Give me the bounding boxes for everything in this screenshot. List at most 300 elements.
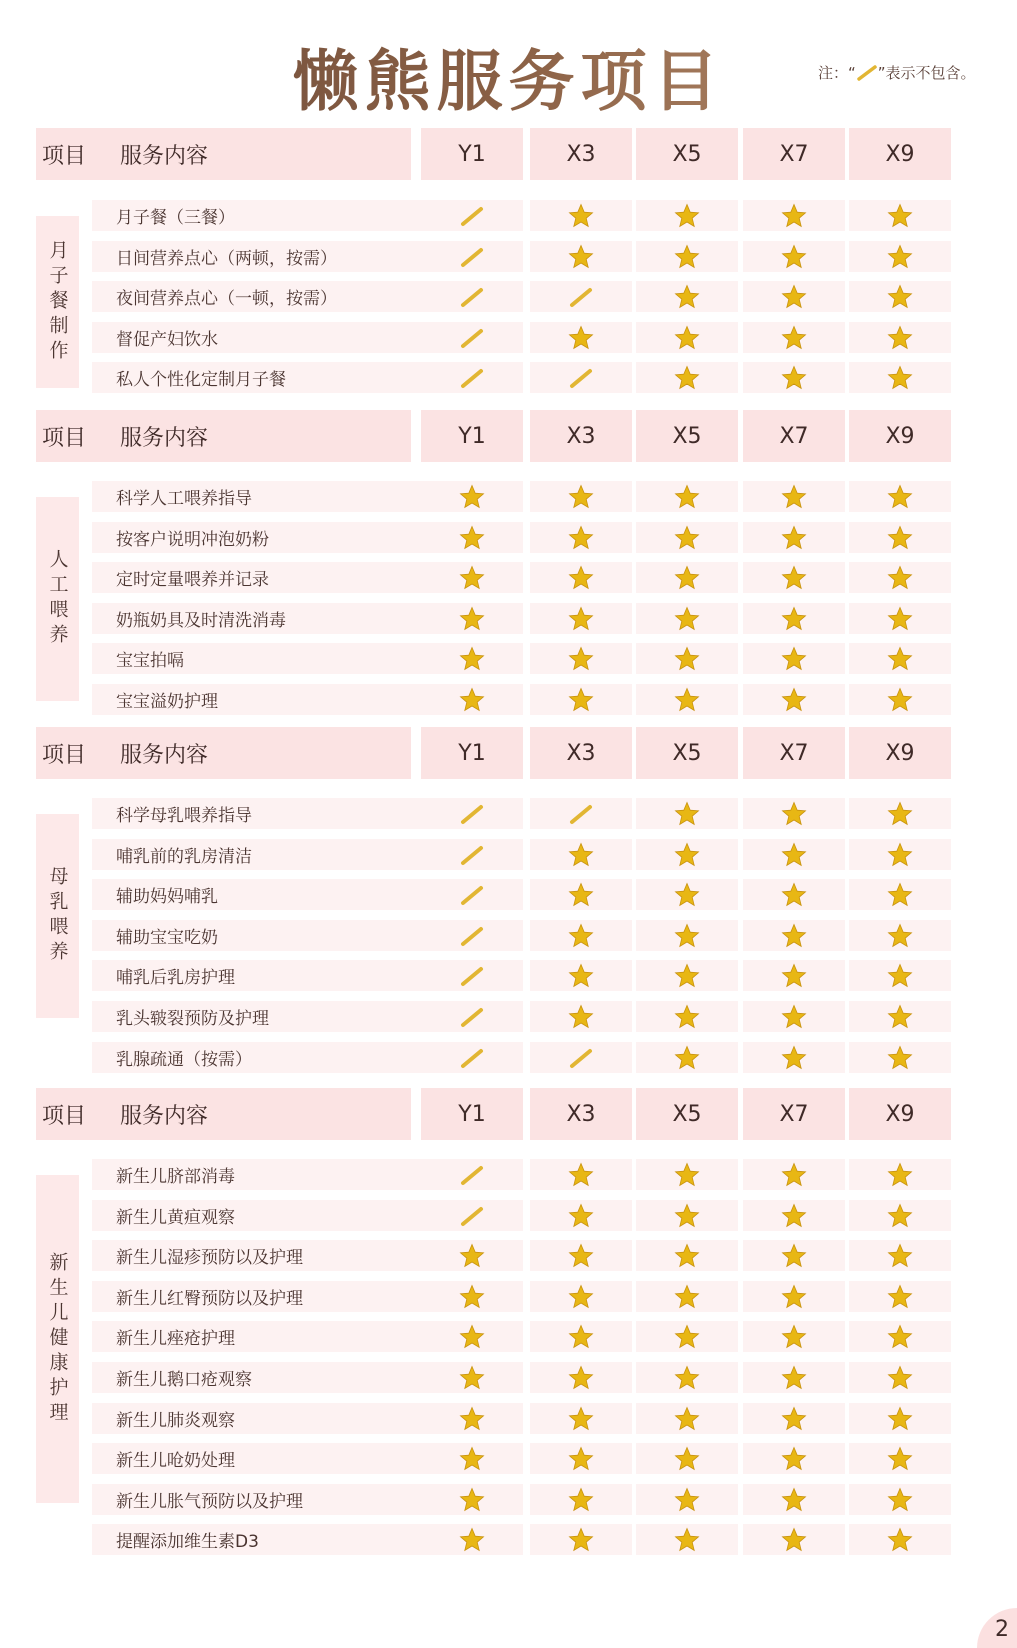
star-icon [674, 525, 700, 551]
mark-cell [636, 241, 738, 272]
mark-cell [743, 200, 845, 231]
package-header-x7: X7 [743, 128, 845, 180]
star-icon [887, 687, 913, 713]
star-icon [568, 1243, 594, 1269]
star-icon [568, 325, 594, 351]
mark-cell [636, 1484, 738, 1515]
star-icon [674, 484, 700, 510]
mark-cell [849, 1042, 951, 1073]
mark-cell [636, 798, 738, 829]
mark-cell [636, 200, 738, 231]
service-item-label: 辅助妈妈哺乳 [92, 879, 422, 910]
star-icon [674, 244, 700, 270]
star-icon [674, 1527, 700, 1553]
star-icon [459, 565, 485, 591]
mark-cell [636, 879, 738, 910]
star-icon [568, 1004, 594, 1030]
page-title: 懒熊服务项目 [0, 28, 1017, 123]
star-icon [568, 646, 594, 672]
mark-cell [849, 1484, 951, 1515]
star-icon [459, 1446, 485, 1472]
service-item-label: 宝宝拍嗝 [92, 643, 422, 674]
star-icon [887, 1324, 913, 1350]
service-item-label: 新生儿脐部消毒 [92, 1159, 422, 1190]
mark-cell [421, 281, 523, 312]
mark-cell [849, 1159, 951, 1190]
star-icon [674, 1324, 700, 1350]
star-icon [459, 1243, 485, 1269]
package-header-x3: X3 [530, 410, 632, 462]
star-icon [887, 1203, 913, 1229]
section-label [36, 497, 79, 701]
star-icon [781, 1324, 807, 1350]
star-icon [781, 842, 807, 868]
mark-cell [421, 1362, 523, 1393]
mark-cell [421, 920, 523, 951]
mark-cell [421, 1240, 523, 1271]
star-icon [459, 687, 485, 713]
star-icon [674, 1045, 700, 1071]
package-header-x9: X9 [849, 1088, 951, 1140]
star-icon [568, 484, 594, 510]
star-icon [887, 1406, 913, 1432]
mark-cell [636, 322, 738, 353]
mark-cell [743, 684, 845, 715]
star-icon [781, 244, 807, 270]
star-icon [568, 606, 594, 632]
mark-cell [421, 1484, 523, 1515]
star-icon [887, 963, 913, 989]
mark-cell [421, 1281, 523, 1312]
service-item-label: 新生儿鹅口疮观察 [92, 1362, 422, 1393]
star-icon [674, 882, 700, 908]
star-icon [781, 525, 807, 551]
star-icon [674, 1162, 700, 1188]
mark-cell [849, 522, 951, 553]
star-icon [781, 687, 807, 713]
service-item-label: 哺乳后乳房护理 [92, 960, 422, 991]
mark-cell [421, 1403, 523, 1434]
section-header [36, 128, 411, 180]
mark-cell [421, 1159, 523, 1190]
service-item-label: 哺乳前的乳房清洁 [92, 839, 422, 870]
star-icon [781, 484, 807, 510]
star-icon [568, 963, 594, 989]
slash-icon [459, 367, 485, 389]
star-icon [887, 325, 913, 351]
mark-cell [849, 1362, 951, 1393]
mark-cell [530, 241, 632, 272]
star-icon [887, 1446, 913, 1472]
mark-cell [849, 1240, 951, 1271]
slash-icon [459, 1006, 485, 1028]
slash-icon [568, 286, 594, 308]
mark-cell [743, 1200, 845, 1231]
header-content-label: 服务内容 [120, 425, 209, 451]
page-number: 2 [977, 1608, 1017, 1648]
star-icon [568, 1203, 594, 1229]
mark-cell [849, 281, 951, 312]
package-header-x5: X5 [636, 410, 738, 462]
header-item-label: 项目 [42, 742, 87, 768]
service-item-label: 新生儿红臀预防以及护理 [92, 1281, 422, 1312]
service-item-label: 辅助宝宝吃奶 [92, 920, 422, 951]
mark-cell [849, 1200, 951, 1231]
service-item-label: 夜间营养点心（一顿，按需） [92, 281, 422, 312]
service-item-label: 新生儿胀气预防以及护理 [92, 1484, 422, 1515]
note-prefix: 注：“ [818, 64, 856, 82]
mark-cell [421, 562, 523, 593]
mark-cell [530, 960, 632, 991]
mark-cell [743, 960, 845, 991]
star-icon [568, 525, 594, 551]
mark-cell [743, 362, 845, 393]
star-icon [674, 801, 700, 827]
star-icon [887, 842, 913, 868]
mark-cell [636, 1281, 738, 1312]
star-icon [781, 923, 807, 949]
star-icon [674, 1365, 700, 1391]
mark-cell [636, 684, 738, 715]
section-label-text: 人工喂养 [46, 549, 69, 649]
star-icon [459, 484, 485, 510]
mark-cell [849, 1443, 951, 1474]
star-icon [887, 565, 913, 591]
service-item-label: 新生儿湿疹预防以及护理 [92, 1240, 422, 1271]
star-icon [781, 1487, 807, 1513]
star-icon [674, 842, 700, 868]
mark-cell [743, 1443, 845, 1474]
package-header-y1: Y1 [421, 1088, 523, 1140]
header-item-label: 项目 [42, 425, 87, 451]
mark-cell [743, 920, 845, 951]
header-content-label: 服务内容 [120, 742, 209, 768]
star-icon [887, 1527, 913, 1553]
mark-cell [421, 522, 523, 553]
star-icon [674, 1284, 700, 1310]
mark-cell [743, 1362, 845, 1393]
mark-cell [849, 798, 951, 829]
mark-cell [743, 481, 845, 512]
star-icon [887, 1243, 913, 1269]
service-item-label: 月子餐（三餐） [92, 200, 422, 231]
header-item-label: 项目 [42, 1103, 87, 1129]
slash-icon [856, 65, 878, 81]
mark-cell [743, 1281, 845, 1312]
mark-cell [530, 1042, 632, 1073]
star-icon [674, 284, 700, 310]
service-item-label: 奶瓶奶具及时清洗消毒 [92, 603, 422, 634]
package-header-x3: X3 [530, 1088, 632, 1140]
mark-cell [743, 798, 845, 829]
mark-cell [636, 1403, 738, 1434]
service-item-label: 新生儿黄疸观察 [92, 1200, 422, 1231]
mark-cell [743, 643, 845, 674]
package-header-x7: X7 [743, 410, 845, 462]
star-icon [568, 1162, 594, 1188]
star-icon [887, 284, 913, 310]
mark-cell [849, 1403, 951, 1434]
section-header [36, 1088, 411, 1140]
star-icon [568, 1406, 594, 1432]
star-icon [887, 484, 913, 510]
mark-cell [530, 1524, 632, 1555]
star-icon [459, 646, 485, 672]
slash-icon [568, 803, 594, 825]
mark-cell [636, 1362, 738, 1393]
star-icon [781, 1527, 807, 1553]
star-icon [459, 1527, 485, 1553]
mark-cell [421, 798, 523, 829]
star-icon [459, 606, 485, 632]
mark-cell [743, 879, 845, 910]
star-icon [887, 525, 913, 551]
section-header [36, 727, 411, 779]
star-icon [568, 1324, 594, 1350]
mark-cell [849, 1001, 951, 1032]
header-content-label: 服务内容 [120, 1103, 209, 1129]
mark-cell [743, 1403, 845, 1434]
mark-cell [636, 562, 738, 593]
mark-cell [849, 481, 951, 512]
package-header-y1: Y1 [421, 128, 523, 180]
mark-cell [636, 522, 738, 553]
mark-cell [743, 1484, 845, 1515]
mark-cell [421, 481, 523, 512]
star-icon [781, 284, 807, 310]
package-header-x3: X3 [530, 128, 632, 180]
service-item-label: 新生儿呛奶处理 [92, 1443, 422, 1474]
mark-cell [530, 1281, 632, 1312]
header-item-label: 项目 [42, 143, 87, 169]
star-icon [674, 1203, 700, 1229]
mark-cell [743, 241, 845, 272]
mark-cell [530, 562, 632, 593]
mark-cell [636, 1443, 738, 1474]
mark-cell [530, 1240, 632, 1271]
package-header-y1: Y1 [421, 410, 523, 462]
mark-cell [530, 684, 632, 715]
service-item-label: 日间营养点心（两顿，按需） [92, 241, 422, 272]
slash-icon [459, 286, 485, 308]
star-icon [568, 1527, 594, 1553]
mark-cell [530, 1362, 632, 1393]
slash-icon [459, 803, 485, 825]
mark-cell [421, 643, 523, 674]
service-item-label: 定时定量喂养并记录 [92, 562, 422, 593]
mark-cell [849, 879, 951, 910]
mark-cell [743, 1159, 845, 1190]
star-icon [781, 963, 807, 989]
slash-icon [459, 844, 485, 866]
mark-cell [849, 603, 951, 634]
mark-cell [530, 879, 632, 910]
mark-cell [743, 1042, 845, 1073]
package-header-x5: X5 [636, 1088, 738, 1140]
mark-cell [636, 643, 738, 674]
mark-cell [849, 1524, 951, 1555]
mark-cell [421, 1524, 523, 1555]
slash-icon [459, 1164, 485, 1186]
mark-cell [743, 1240, 845, 1271]
mark-cell [636, 1001, 738, 1032]
star-icon [674, 963, 700, 989]
mark-cell [421, 1042, 523, 1073]
star-icon [674, 923, 700, 949]
star-icon [781, 606, 807, 632]
mark-cell [743, 1524, 845, 1555]
slash-icon [459, 327, 485, 349]
star-icon [781, 1284, 807, 1310]
mark-cell [636, 1524, 738, 1555]
star-icon [568, 1487, 594, 1513]
mark-cell [530, 281, 632, 312]
star-icon [887, 923, 913, 949]
star-icon [674, 606, 700, 632]
mark-cell [636, 1200, 738, 1231]
mark-cell [421, 322, 523, 353]
service-item-label: 督促产妇饮水 [92, 322, 422, 353]
star-icon [887, 1365, 913, 1391]
service-item-label: 私人个性化定制月子餐 [92, 362, 422, 393]
mark-cell [421, 241, 523, 272]
header-content-label: 服务内容 [120, 143, 209, 169]
mark-cell [530, 920, 632, 951]
mark-cell [530, 522, 632, 553]
star-icon [887, 1045, 913, 1071]
mark-cell [636, 281, 738, 312]
star-icon [568, 687, 594, 713]
star-icon [887, 1162, 913, 1188]
service-item-label: 按客户说明冲泡奶粉 [92, 522, 422, 553]
star-icon [459, 1284, 485, 1310]
star-icon [781, 801, 807, 827]
star-icon [568, 882, 594, 908]
star-icon [781, 1243, 807, 1269]
star-icon [459, 1365, 485, 1391]
mark-cell [849, 241, 951, 272]
mark-cell [849, 200, 951, 231]
mark-cell [636, 920, 738, 951]
star-icon [674, 1243, 700, 1269]
mark-cell [530, 603, 632, 634]
star-icon [781, 646, 807, 672]
section-label-text: 新生儿健康护理 [46, 1251, 69, 1427]
mark-cell [530, 1200, 632, 1231]
package-header-x5: X5 [636, 128, 738, 180]
service-item-label: 新生儿痤疮护理 [92, 1321, 422, 1352]
package-header-x9: X9 [849, 727, 951, 779]
package-header-x7: X7 [743, 1088, 845, 1140]
mark-cell [530, 1443, 632, 1474]
slash-icon [568, 367, 594, 389]
star-icon [568, 1284, 594, 1310]
package-header-x5: X5 [636, 727, 738, 779]
mark-cell [743, 1001, 845, 1032]
note-suffix: ”表示不包含。 [877, 64, 976, 82]
star-icon [781, 565, 807, 591]
star-icon [674, 203, 700, 229]
mark-cell [530, 1321, 632, 1352]
mark-cell [849, 920, 951, 951]
mark-cell [743, 562, 845, 593]
star-icon [674, 325, 700, 351]
mark-cell [743, 1321, 845, 1352]
mark-cell [530, 200, 632, 231]
star-icon [674, 687, 700, 713]
star-icon [459, 525, 485, 551]
star-icon [459, 1487, 485, 1513]
star-icon [674, 1004, 700, 1030]
mark-cell [849, 562, 951, 593]
section-label-text: 母乳喂养 [46, 866, 69, 966]
star-icon [568, 1365, 594, 1391]
package-header-x3: X3 [530, 727, 632, 779]
star-icon [887, 801, 913, 827]
mark-cell [743, 839, 845, 870]
mark-cell [421, 839, 523, 870]
slash-icon [459, 246, 485, 268]
mark-cell [421, 1001, 523, 1032]
mark-cell [849, 1321, 951, 1352]
mark-cell [636, 603, 738, 634]
mark-cell [421, 1443, 523, 1474]
mark-cell [636, 481, 738, 512]
star-icon [781, 365, 807, 391]
section-header [36, 410, 411, 462]
mark-cell [530, 362, 632, 393]
section-label [36, 814, 79, 1018]
service-item-label: 乳腺疏通（按需） [92, 1042, 422, 1073]
slash-icon [459, 925, 485, 947]
mark-cell [743, 522, 845, 553]
star-icon [887, 1487, 913, 1513]
mark-cell [636, 1240, 738, 1271]
star-icon [887, 606, 913, 632]
section-label [36, 216, 79, 388]
star-icon [887, 1284, 913, 1310]
star-icon [781, 1045, 807, 1071]
mark-cell [636, 1321, 738, 1352]
mark-cell [849, 322, 951, 353]
star-icon [887, 1004, 913, 1030]
star-icon [781, 1406, 807, 1432]
service-item-label: 宝宝溢奶护理 [92, 684, 422, 715]
slash-icon [459, 965, 485, 987]
service-item-label: 新生儿肺炎观察 [92, 1403, 422, 1434]
mark-cell [743, 281, 845, 312]
star-icon [568, 244, 594, 270]
service-item-label: 科学母乳喂养指导 [92, 798, 422, 829]
mark-cell [421, 200, 523, 231]
mark-cell [530, 1484, 632, 1515]
mark-cell [636, 362, 738, 393]
service-item-label: 提醒添加维生素D3 [92, 1524, 422, 1555]
star-icon [674, 1487, 700, 1513]
mark-cell [530, 322, 632, 353]
mark-cell [530, 643, 632, 674]
legend-note [818, 62, 976, 83]
mark-cell [530, 798, 632, 829]
package-header-x7: X7 [743, 727, 845, 779]
star-icon [887, 646, 913, 672]
star-icon [781, 882, 807, 908]
star-icon [674, 1446, 700, 1472]
mark-cell [636, 960, 738, 991]
star-icon [781, 1004, 807, 1030]
mark-cell [421, 1200, 523, 1231]
mark-cell [530, 1159, 632, 1190]
